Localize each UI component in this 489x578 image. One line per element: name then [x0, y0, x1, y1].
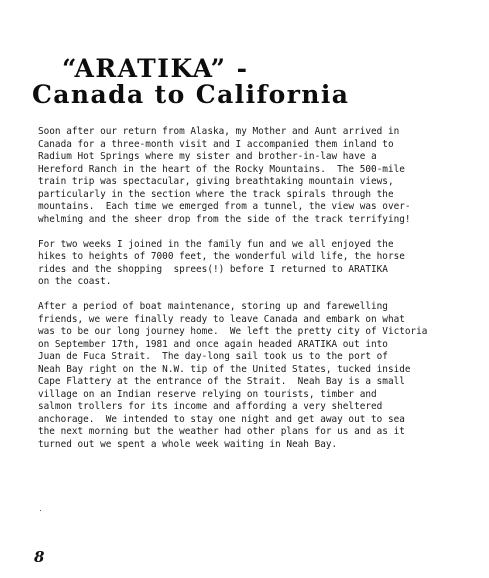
text-line: hikes to heights of 7000 feet, the wonderful wild life, the horse	[38, 251, 405, 262]
text-line: Canada for a three-month visit and I accompanied them inland to	[38, 138, 394, 150]
paragraph-alaska-return	[38, 126, 468, 226]
page-number: 8	[34, 548, 45, 566]
text-line: whelming and the sheer drop from the side of the track terrifying!	[38, 213, 411, 225]
text-line: the next morning but the weather had other plans for us and as it	[38, 426, 405, 437]
text-line: Soon after our return from Alaska, my Mother and Aunt arrived in	[38, 126, 400, 137]
text-line: Neah Bay right on the N.W. tip of the United States, tucked inside	[38, 363, 411, 375]
text-line: Juan de Fuca Strait. The day-long sail took us to the port of	[38, 351, 388, 362]
text-line: rides and the shopping sprees(!) before I returned to ARATIKA	[38, 263, 388, 275]
text-line: Radium Hot Springs where my sister and brother-in-law have a	[38, 151, 377, 162]
paragraph-neah-bay	[38, 301, 468, 451]
text-line: village on an Indian reserve relying on tourists, timber and	[38, 388, 377, 400]
text-line: friends, we were finally ready to leave Canada and embark on what	[38, 313, 405, 325]
scan-speck	[40, 510, 41, 511]
text-line: anchorage. We intended to stay one night and get away out to sea	[38, 413, 405, 425]
title-boat-name: “ARATIKA” -	[62, 54, 249, 83]
text-line: For two weeks I joined in the family fun and we all enjoyed the	[38, 238, 394, 250]
text-line: turned out we spent a whole week waiting in Neah Bay.	[38, 438, 338, 450]
title-route: Canada to California	[32, 80, 350, 109]
text-line: particularly in the section where the track spirals through the	[38, 188, 394, 200]
article-body	[38, 126, 468, 464]
text-line: on the coast.	[38, 276, 112, 287]
text-line: on September 17th, 1981 and once again headed ARATIKA out into	[38, 338, 388, 350]
text-line: train trip was spectacular, giving breathtaking mountain views,	[38, 176, 394, 187]
text-line: was to be our long journey home. We left the pretty city of Victoria	[38, 326, 428, 337]
text-line: Hereford Ranch in the heart of the Rocky Mountains. The 500-mile	[38, 163, 405, 175]
text-line: After a period of boat maintenance, storing up and farewelling	[38, 301, 388, 312]
text-line: mountains. Each time we emerged from a tunnel, the view was over-	[38, 201, 411, 212]
text-line: salmon trollers for its income and affording a very sheltered	[38, 401, 383, 412]
text-line: Cape Flattery at the entrance of the Strait. Neah Bay is a small	[38, 376, 405, 387]
paragraph-family-visit	[38, 239, 468, 289]
